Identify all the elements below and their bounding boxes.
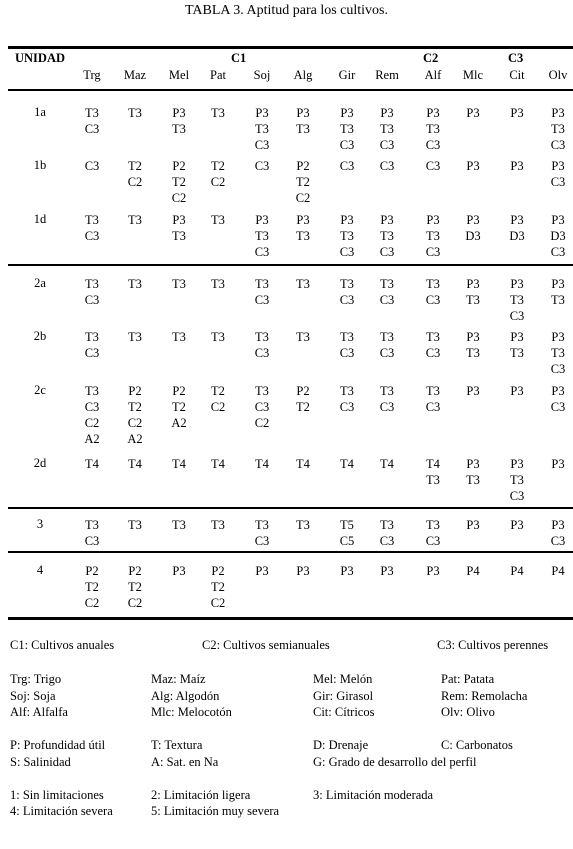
table-cell: T4 <box>255 457 269 471</box>
legend-crop-abbrev: Cit: Cítricos <box>313 705 375 719</box>
table-cell: T4 T3 <box>426 457 440 487</box>
table-cell: T2 C2 <box>127 159 143 189</box>
column-header-mlc: Mlc <box>462 68 484 82</box>
unit-label: 2a <box>34 276 46 290</box>
table-cell: T4 <box>296 457 310 471</box>
column-header-rem: Rem <box>375 68 399 82</box>
table-cell: P3 T3 <box>466 330 480 360</box>
table-cell: P4 <box>510 564 524 578</box>
table-cell: P3 <box>296 564 310 578</box>
table-cell: P3 <box>255 564 269 578</box>
table-cell: T3 C3 <box>339 384 355 414</box>
unit-label: 1a <box>34 105 46 119</box>
table-cell: T3 C3 <box>339 277 355 307</box>
group-separator-rule <box>8 551 573 553</box>
table-cell: P3 T3 C3 <box>425 106 441 152</box>
table-cell: T3 C3 <box>425 518 441 548</box>
table-cell: T3 <box>296 277 310 291</box>
legend-factor: T: Textura <box>151 738 203 752</box>
legend-factor: S: Salinidad <box>10 755 71 769</box>
top-rule <box>8 46 573 49</box>
legend-limitation: 4: Limitación severa <box>10 804 113 818</box>
legend-factor: P: Profundidad útil <box>10 738 106 752</box>
table-cell: P3 T3 C3 <box>550 106 566 152</box>
table-cell: P3 T3 <box>466 277 480 307</box>
table-cell: C3 <box>425 159 441 173</box>
table-cell: P3 <box>551 457 565 471</box>
table-cell: P3 T3 C3 <box>509 277 525 323</box>
column-header-olv: Olv <box>548 68 568 82</box>
table-cell: T3 C3 <box>425 277 441 307</box>
legend-limitation: 1: Sin limitaciones <box>10 788 104 802</box>
column-header-alg: Alg <box>293 68 313 82</box>
table-cell: T3 <box>128 106 142 120</box>
table-cell: T4 <box>211 457 225 471</box>
table-cell: P3 C3 <box>550 518 566 548</box>
legend-crop-abbrev: Trg: Trigo <box>10 672 62 686</box>
table-cell: T3 C3 C2 A2 <box>84 384 100 446</box>
table-cell: P3 <box>340 564 354 578</box>
column-header-soj: Soj <box>253 68 271 82</box>
table-cell: T4 <box>128 457 142 471</box>
table-cell: P3 T3 C3 <box>425 213 441 259</box>
unit-label: 3 <box>36 517 44 531</box>
table-cell: P3 T3 C3 <box>509 457 525 503</box>
legend-crop-abbrev: Soj: Soja <box>10 689 56 703</box>
unit-label: 2d <box>33 456 47 470</box>
table-cell: T3 C3 <box>379 330 395 360</box>
table-cell: T2 C2 <box>210 384 226 414</box>
table-cell: P2 T2 C2 <box>84 564 100 610</box>
unit-label: 4 <box>36 563 44 577</box>
table-cell: P2 T2 C2 A2 <box>127 384 143 446</box>
table-cell: T3 <box>128 213 142 227</box>
table-cell: T3 <box>211 106 225 120</box>
column-header-mel: Mel <box>168 68 190 82</box>
table-cell: T3 C3 C2 <box>254 384 270 430</box>
unit-label: 1d <box>33 212 47 226</box>
table-cell: T3 <box>172 518 186 532</box>
table-cell: P3 C3 <box>550 384 566 414</box>
legend-limitation: 3: Limitación moderada <box>313 788 434 802</box>
legend-crop-abbrev: Alf: Alfalfa <box>10 705 68 719</box>
table-cell: P3 T3 <box>296 106 310 136</box>
table-cell: P3 <box>510 518 524 532</box>
table-cell: P3 T3 <box>296 213 310 243</box>
table-cell: P3 T3 C3 <box>339 213 355 259</box>
legend-factor: C: Carbonatos <box>441 738 513 752</box>
table-cell: T4 <box>340 457 354 471</box>
header-group-c2: C2 <box>423 51 439 65</box>
table-cell: P3 T3 C3 <box>254 106 270 152</box>
column-header-alf: Alf <box>424 68 442 82</box>
table-cell: P3 T3 <box>551 277 565 307</box>
header-unidad: UNIDAD <box>15 51 65 65</box>
table-cell: T3 C3 <box>379 384 395 414</box>
table-cell: T3 <box>128 330 142 344</box>
legend-limitation: 2: Limitación ligera <box>151 788 251 802</box>
table-cell: P3 T3 <box>172 106 186 136</box>
header-group-c3: C3 <box>508 51 524 65</box>
legend-factor: A: Sat. en Na <box>151 755 219 769</box>
legend-factor: G: Grado de desarrollo del perfil <box>313 755 477 769</box>
table-cell: T3 C3 <box>84 330 100 360</box>
table-cell: T3 <box>211 330 225 344</box>
table-cell: T3 <box>128 277 142 291</box>
table-cell: T3 C3 <box>254 330 270 360</box>
table-cell: P3 <box>380 564 394 578</box>
table-cell: P2 T2 <box>296 384 310 414</box>
table-cell: P3 <box>466 106 480 120</box>
column-header-pat: Pat <box>210 68 226 82</box>
table-cell: T2 C2 <box>210 159 226 189</box>
table-cell: T3 C3 <box>84 213 100 243</box>
group-separator-rule <box>8 507 573 509</box>
table-cell: P3 T3 <box>172 213 186 243</box>
table-cell: P2 T2 A2 <box>171 384 187 430</box>
table-cell: P2 T2 C2 <box>210 564 226 610</box>
table-cell: P3 D3 <box>465 213 481 243</box>
header-rule <box>8 89 573 91</box>
table-cell: P3 T3 C3 <box>379 213 395 259</box>
table-cell: P2 T2 C2 <box>171 159 187 205</box>
table-cell: P3 D3 C3 <box>550 213 566 259</box>
table-cell: T3 C3 <box>254 518 270 548</box>
legend-limitation: 5: Limitación muy severa <box>151 804 280 818</box>
unit-label: 2c <box>34 383 46 397</box>
table-cell: P3 C3 <box>550 159 566 189</box>
table-cell: T3 C3 <box>84 106 100 136</box>
legend-group-c2: C2: Cultivos semianuales <box>202 638 330 652</box>
table-cell: T3 C3 <box>339 330 355 360</box>
table-cell: P3 T3 C3 <box>550 330 566 376</box>
table-cell: P3 T3 <box>510 330 524 360</box>
table-cell: T3 <box>128 518 142 532</box>
legend-crop-abbrev: Alg: Algodón <box>151 689 220 703</box>
table-cell: T3 C3 <box>425 330 441 360</box>
column-header-maz: Maz <box>123 68 147 82</box>
table-cell: P3 <box>426 564 440 578</box>
header-group-c1: C1 <box>231 51 247 65</box>
table-cell: T4 <box>172 457 186 471</box>
table-cell: T5 C5 <box>339 518 355 548</box>
table-cell: C3 <box>84 159 100 173</box>
legend-factor: D: Drenaje <box>313 738 369 752</box>
legend-crop-abbrev: Rem: Remolacha <box>441 689 528 703</box>
legend-group-c1: C1: Cultivos anuales <box>10 638 115 652</box>
table-cell: P3 D3 <box>509 213 525 243</box>
legend-crop-abbrev: Maz: Maíz <box>151 672 206 686</box>
table-cell: P3 T3 C3 <box>379 106 395 152</box>
table-cell: T3 C3 <box>379 518 395 548</box>
legend-crop-abbrev: Pat: Patata <box>441 672 495 686</box>
legend-crop-abbrev: Olv: Olivo <box>441 705 495 719</box>
legend-crop-abbrev: Mel: Melón <box>313 672 373 686</box>
table-cell: T3 <box>211 277 225 291</box>
table-cell: T3 C3 <box>84 518 100 548</box>
table-cell: P3 <box>172 564 186 578</box>
table-cell: P3 <box>510 384 524 398</box>
unit-label: 2b <box>33 329 47 343</box>
legend-crop-abbrev: Gir: Girasol <box>313 689 374 703</box>
table-cell: P4 <box>466 564 480 578</box>
table-cell: T3 <box>211 518 225 532</box>
table-cell: T3 C3 <box>254 277 270 307</box>
table-cell: P3 <box>510 159 524 173</box>
bottom-rule <box>8 617 573 620</box>
table-cell: T3 C3 <box>425 384 441 414</box>
table-cell: P3 <box>466 159 480 173</box>
table-cell: P3 T3 C3 <box>254 213 270 259</box>
column-header-trg: Trg <box>83 68 101 82</box>
column-header-gir: Gir <box>338 68 356 82</box>
table-cell: T3 <box>172 277 186 291</box>
table-cell: T3 <box>172 330 186 344</box>
table-cell: P3 <box>466 518 480 532</box>
table-cell: T4 <box>85 457 99 471</box>
table-cell: T3 <box>296 518 310 532</box>
table-cell: P2 T2 C2 <box>127 564 143 610</box>
table-cell: P2 T2 C2 <box>295 159 311 205</box>
group-separator-rule <box>8 264 573 266</box>
legend-group-c3: C3: Cultivos perennes <box>437 638 549 652</box>
table-cell: P3 T3 C3 <box>339 106 355 152</box>
table-cell: P3 <box>466 384 480 398</box>
table-cell: T3 <box>296 330 310 344</box>
column-header-cit: Cit <box>509 68 525 82</box>
unit-label: 1b <box>33 158 47 172</box>
table-cell: T4 <box>380 457 394 471</box>
legend-crop-abbrev: Mlc: Melocotón <box>151 705 232 719</box>
table-cell: T3 <box>211 213 225 227</box>
table-cell: P3 T3 <box>466 457 480 487</box>
table-cell: T3 C3 <box>379 277 395 307</box>
table-cell: P3 <box>510 106 524 120</box>
table-cell: C3 <box>379 159 395 173</box>
table-title: TABLA 3. Aptitud para los cultivos. <box>184 3 389 18</box>
table-cell: P4 <box>551 564 565 578</box>
table-cell: C3 <box>339 159 355 173</box>
table-cell: T3 C3 <box>84 277 100 307</box>
table-cell: C3 <box>254 159 270 173</box>
